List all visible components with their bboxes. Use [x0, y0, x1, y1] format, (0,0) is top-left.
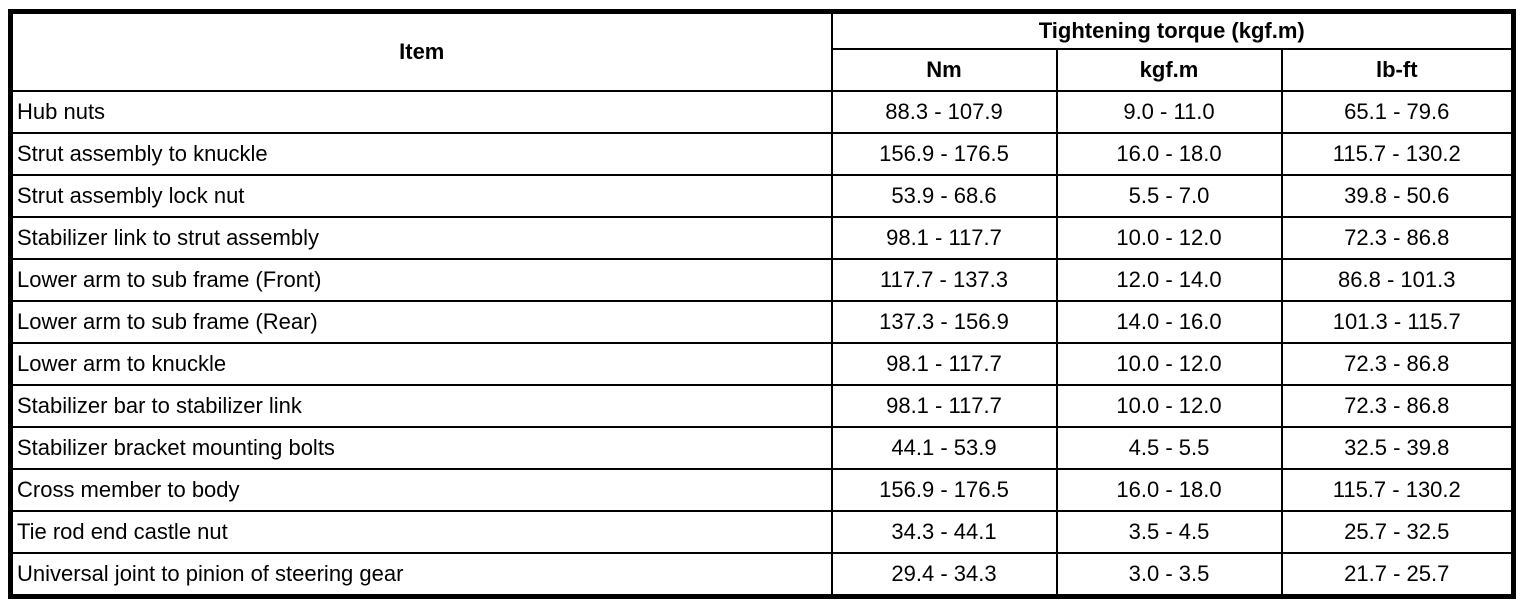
table-row	[11, 301, 1514, 343]
column-header-item: Item	[11, 12, 832, 92]
kgfm-cell: 16.0 - 18.0	[1057, 133, 1282, 175]
table-row	[11, 511, 1514, 553]
item-cell: Hub nuts	[11, 91, 832, 133]
kgfm-cell: 4.5 - 5.5	[1057, 427, 1282, 469]
item-cell: Stabilizer bracket mounting bolts	[11, 427, 832, 469]
table-header-row-group	[11, 12, 1514, 50]
kgfm-cell: 5.5 - 7.0	[1057, 175, 1282, 217]
lbft-cell: 65.1 - 79.6	[1282, 91, 1514, 133]
item-cell: Strut assembly lock nut	[11, 175, 832, 217]
nm-cell: 156.9 - 176.5	[832, 133, 1057, 175]
lbft-cell: 72.3 - 86.8	[1282, 343, 1514, 385]
table-body	[11, 91, 1514, 597]
table-row	[11, 343, 1514, 385]
nm-cell: 137.3 - 156.9	[832, 301, 1057, 343]
column-header-lbft: lb-ft	[1282, 49, 1514, 91]
table-row	[11, 133, 1514, 175]
table-row	[11, 175, 1514, 217]
table-row	[11, 91, 1514, 133]
table-row	[11, 553, 1514, 597]
table-row	[11, 427, 1514, 469]
kgfm-cell: 16.0 - 18.0	[1057, 469, 1282, 511]
table-row	[11, 469, 1514, 511]
column-header-tightening-torque: Tightening torque (kgf.m)	[832, 12, 1514, 50]
nm-cell: 88.3 - 107.9	[832, 91, 1057, 133]
nm-cell: 117.7 - 137.3	[832, 259, 1057, 301]
nm-cell: 53.9 - 68.6	[832, 175, 1057, 217]
nm-cell: 98.1 - 117.7	[832, 343, 1057, 385]
item-cell: Universal joint to pinion of steering gear	[11, 553, 832, 597]
item-cell: Cross member to body	[11, 469, 832, 511]
nm-cell: 98.1 - 117.7	[832, 385, 1057, 427]
nm-cell: 29.4 - 34.3	[832, 553, 1057, 597]
lbft-cell: 21.7 - 25.7	[1282, 553, 1514, 597]
lbft-cell: 72.3 - 86.8	[1282, 385, 1514, 427]
column-header-nm: Nm	[832, 49, 1057, 91]
item-cell: Lower arm to knuckle	[11, 343, 832, 385]
lbft-cell: 32.5 - 39.8	[1282, 427, 1514, 469]
table-row	[11, 259, 1514, 301]
item-cell: Stabilizer bar to stabilizer link	[11, 385, 832, 427]
lbft-cell: 86.8 - 101.3	[1282, 259, 1514, 301]
item-cell: Lower arm to sub frame (Rear)	[11, 301, 832, 343]
nm-cell: 34.3 - 44.1	[832, 511, 1057, 553]
item-cell: Strut assembly to knuckle	[11, 133, 832, 175]
table-row	[11, 217, 1514, 259]
lbft-cell: 25.7 - 32.5	[1282, 511, 1514, 553]
item-cell: Stabilizer link to strut assembly	[11, 217, 832, 259]
lbft-cell: 115.7 - 130.2	[1282, 133, 1514, 175]
nm-cell: 98.1 - 117.7	[832, 217, 1057, 259]
kgfm-cell: 12.0 - 14.0	[1057, 259, 1282, 301]
lbft-cell: 39.8 - 50.6	[1282, 175, 1514, 217]
lbft-cell: 72.3 - 86.8	[1282, 217, 1514, 259]
nm-cell: 156.9 - 176.5	[832, 469, 1057, 511]
kgfm-cell: 3.0 - 3.5	[1057, 553, 1282, 597]
lbft-cell: 115.7 - 130.2	[1282, 469, 1514, 511]
kgfm-cell: 10.0 - 12.0	[1057, 343, 1282, 385]
table-row	[11, 385, 1514, 427]
kgfm-cell: 10.0 - 12.0	[1057, 217, 1282, 259]
kgfm-cell: 9.0 - 11.0	[1057, 91, 1282, 133]
kgfm-cell: 14.0 - 16.0	[1057, 301, 1282, 343]
kgfm-cell: 10.0 - 12.0	[1057, 385, 1282, 427]
nm-cell: 44.1 - 53.9	[832, 427, 1057, 469]
item-cell: Lower arm to sub frame (Front)	[11, 259, 832, 301]
kgfm-cell: 3.5 - 4.5	[1057, 511, 1282, 553]
lbft-cell: 101.3 - 115.7	[1282, 301, 1514, 343]
column-header-kgfm: kgf.m	[1057, 49, 1282, 91]
torque-spec-table	[8, 9, 1516, 599]
item-cell: Tie rod end castle nut	[11, 511, 832, 553]
